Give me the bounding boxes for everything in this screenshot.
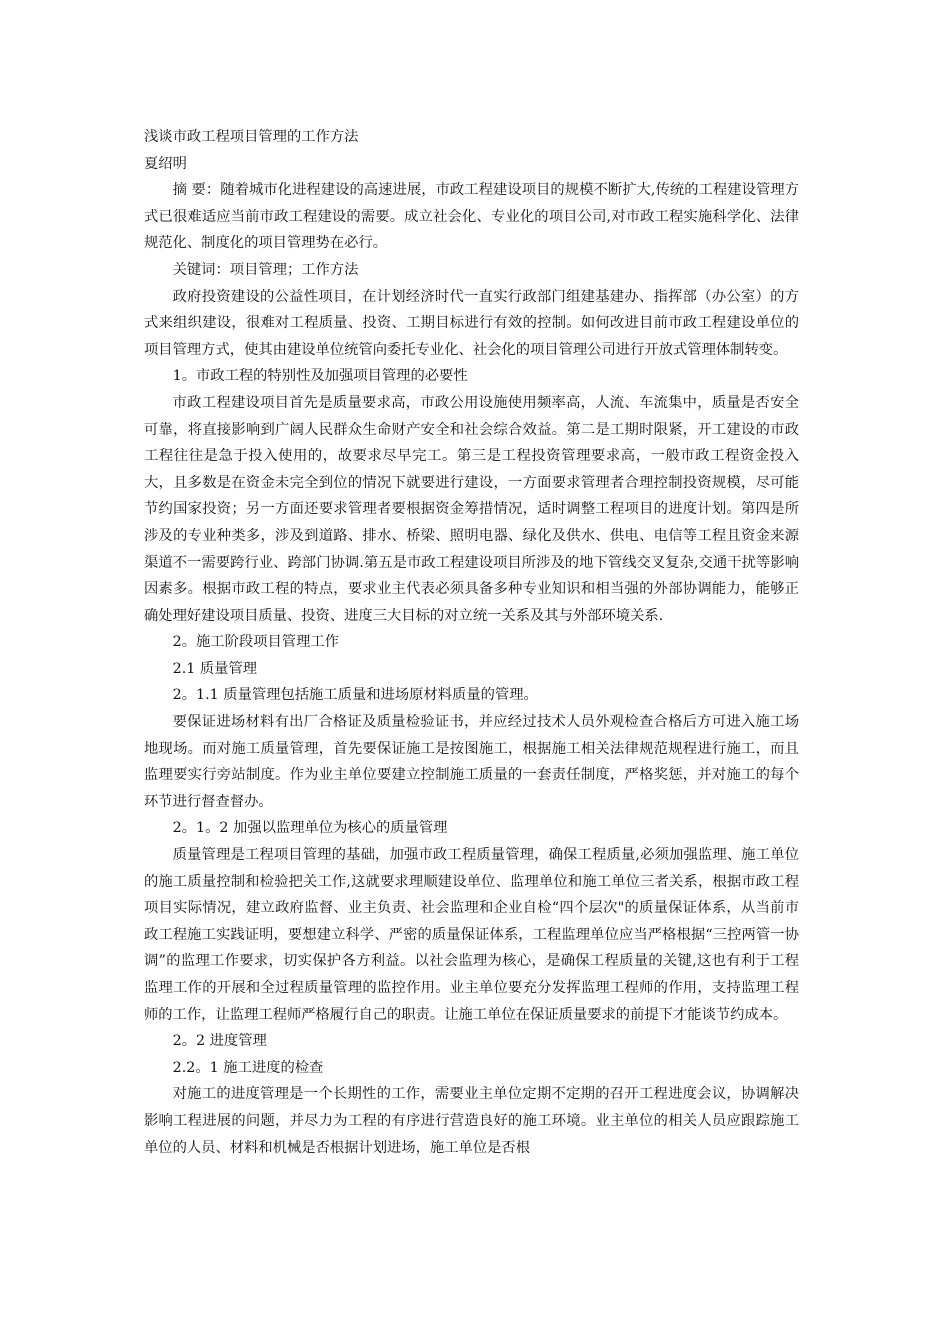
paragraph: 质量管理是工程项目管理的基础，加强市政工程质量管理，确保工程质量,必须加强监理、施工单位的施工质量控制和检验把关工作,这就要求理顺建设单位、监理单位和施工单位三者关系，根据市政工程项目实际情况，建立政府监督、业主负责、社会监理和企业自检“四个层次"的质量保证体系，从当前市政工程施工实践证明，要想建立科学、严密的质量保证体系，工程监理单位应当严格根据“三控两管一协调”的监理工作要求，切实保护各方利益。以社会监理为核心，是确保工程质量的关键,这也有利于工程监理工作的开展和全过程质量管理的监控作用。业主单位要充分发挥监理工程师的作用，支持监理工程师的工作，让监理工程师严格履行自己的职责。让施工单位在保证质量要求的前提下才能谈节约成本。 (144, 847, 799, 1023)
section-heading: 2。1.1 质量管理包括施工质量和进场原材料质量的管理。 (172, 687, 538, 704)
document-author: 夏绍明 (144, 155, 187, 172)
section-heading: 1。市政工程的特别性及加强项目管理的必要性 (172, 368, 468, 385)
section-heading: 2。2 进度管理 (172, 1033, 267, 1050)
section-heading: 2。1。2 加强以监理单位为核心的质量管理 (172, 820, 448, 837)
paragraph: 摘 要：随着城市化进程建设的高速进展，市政工程建设项目的规模不断扩大,传统的工程建设管理方式已很难适应当前市政工程建设的需要。成立社会化、专业化的项目公司,对市政工程实施科学化、法律规范化、制度化的项目管理势在必行。 (144, 182, 799, 252)
paragraph: 对施工的进度管理是一个长期性的工作，需要业主单位定期不定期的召开工程进度会议，协调解决影响工程进展的问题，并尽力为工程的有序进行营造良好的施工环境。业主单位的相关人员应跟踪施工单位的人员、材料和机械是否根据计划进场，施工单位是否根 (144, 1086, 799, 1156)
section-heading: 2。施工阶段项目管理工作 (172, 634, 339, 651)
paragraph: 市政工程建设项目首先是质量要求高，市政公用设施使用频率高，人流、车流集中，质量是否安全可靠，将直接影响到广阔人民群众生命财产安全和社会综合效益。第二是工期时限紧，开工建设的市政工程往往是急于投入使用的，故要求尽早完工。第三是工程投资管理要求高，一般市政工程资金投入大，且多数是在资金未完全到位的情况下就要进行建设，一方面要求管理者合理控制投资规模，尽可能节约国家投资；另一方面还要求管理者要根据资金筹措情况，适时调整工程项目的进度计划。第四是所涉及的专业种类多，涉及到道路、排水、桥梁、照明电器、绿化及供水、供电、电信等工程且资金来源渠道不一需要跨行业、跨部门协调.第五是市政工程建设项目所涉及的地下管线交叉复杂,交通干扰等影响因素多。根据市政工程的特点，要求业主代表必须具备多种专业知识和相当强的外部协调能力，能够正确处理好建设项目质量、投资、进度三大目标的对立统一关系及其与外部环境关系. (144, 394, 799, 624)
document-body (144, 124, 799, 1161)
section-heading: 关键词：项目管理；工作方法 (172, 261, 359, 278)
section-heading: 2.1 质量管理 (172, 660, 258, 677)
document-title: 浅谈市政工程项目管理的工作方法 (144, 129, 359, 145)
paragraph: 要保证进场材料有出厂合格证及质量检验证书，并应经过技术人员外观检查合格后方可进入施工场地现场。而对施工质量管理，首先要保证施工是按图施工，根据施工相关法律规范规程进行施工，而且监理要实行旁站制度。作为业主单位要建立控制施工质量的一套责任制度，严格奖惩，并对施工的每个环节进行督查督办。 (144, 714, 799, 810)
document-content (144, 177, 799, 1161)
section-heading: 2.2。1 施工进度的检查 (172, 1059, 324, 1076)
paragraph: 政府投资建设的公益性项目，在计划经济时代一直实行政部门组建基建办、指挥部（办公室）的方式来组织建设，很难对工程质量、投资、工期目标进行有效的控制。如何改进目前市政工程建设单位的项目管理方式，使其由建设单位统管向委托专业化、社会化的项目管理公司进行开放式管理体制转变。 (144, 288, 799, 358)
